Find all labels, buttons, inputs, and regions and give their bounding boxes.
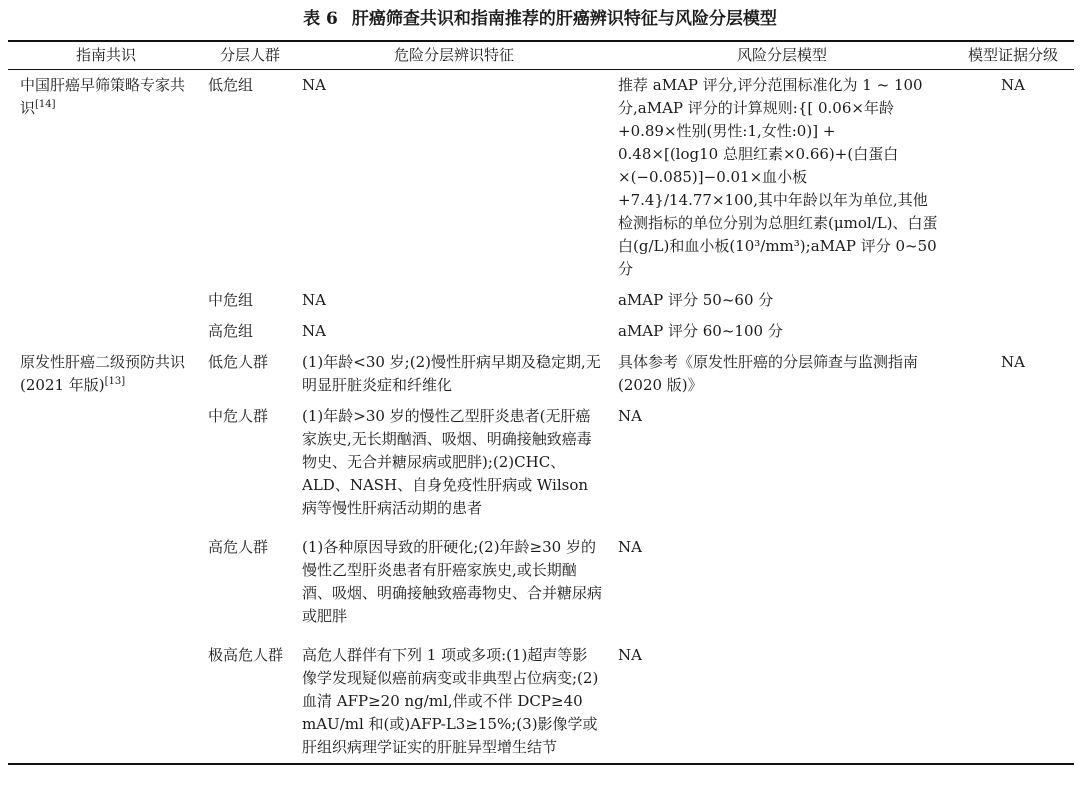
table-row — [8, 640, 1074, 764]
table-row — [8, 70, 1074, 286]
guide-name: 原发性肝癌二级预防共识(2021 年版) — [20, 353, 186, 394]
table-header-row — [8, 41, 1074, 70]
cell-features: NA — [302, 322, 326, 340]
cell-features: (1)各种原因导致的肝硬化;(2)年龄≥30 岁的慢性乙型肝炎患者有肝癌家族史,或长期酗酒、吸烟、明确接触致癌毒物史、合并糖尿病或肥胖 — [302, 538, 603, 625]
table-row — [8, 401, 1074, 532]
table-number: 表 6 — [303, 9, 338, 29]
header-features: 危险分层辨识特征 — [393, 46, 514, 64]
header-group: 分层人群 — [219, 46, 280, 64]
cell-evidence-level — [952, 285, 1074, 316]
cell-guide — [8, 347, 204, 401]
cell-group: 高危组 — [208, 322, 254, 340]
table-title: 肝癌筛查共识和指南推荐的肝癌辨识特征与风险分层模型 — [351, 9, 777, 29]
cell-model: 具体参考《原发性肝癌的分层筛查与监测指南(2020 版)》 — [618, 353, 919, 394]
guide-name: 中国肝癌早筛策略专家共识 — [20, 76, 186, 117]
cell-model: NA — [618, 646, 642, 664]
cell-features: (1)年龄<30 岁;(2)慢性肝病早期及稳定期,无明显肝脏炎症和纤维化 — [302, 353, 601, 394]
cell-model: 推荐 aMAP 评分,评分范围标准化为 1 ~ 100 分,aMAP 评分的计算规则:{[ 0.06×年龄+0.89×性别(男性:1,女性:0)] + 0.48×[(log10 总胆红素×0.66)+(白蛋白×(−0.085)]−0.01×血小板+7.4}/14.77×100,其中年龄以年为单位,其他检测指标的单位分别为总胆红素(μmol/L)、白蛋白(g/L)和血小板(10³/mm³);aMAP 评分 0~50 分 — [618, 76, 938, 278]
citation-ref: [13] — [104, 376, 126, 387]
table-row — [8, 285, 1074, 316]
cell-features: NA — [302, 76, 326, 94]
risk-stratification-table — [8, 40, 1074, 765]
cell-group: 极高危人群 — [208, 646, 284, 664]
cell-evidence-level — [952, 316, 1074, 347]
cell-guide — [8, 401, 204, 532]
cell-model: NA — [618, 538, 642, 556]
table-row — [8, 316, 1074, 347]
header-guide: 指南共识 — [75, 46, 136, 64]
cell-guide — [8, 285, 204, 316]
cell-features: NA — [302, 291, 326, 309]
cell-group: 低危组 — [208, 76, 254, 94]
cell-guide — [8, 532, 204, 640]
header-model: 风险分层模型 — [736, 46, 827, 64]
cell-evidence-level — [952, 640, 1074, 764]
table-row — [8, 532, 1074, 640]
table-row — [8, 347, 1074, 401]
cell-model: NA — [618, 407, 642, 425]
cell-guide — [8, 70, 204, 286]
cell-group: 中危人群 — [208, 407, 269, 425]
cell-features: 高危人群伴有下列 1 项或多项:(1)超声等影像学发现疑似癌前病变或非典型占位病变;(2)血清 AFP≥20 ng/ml,伴或不伴 DCP≥40 mAU/ml 和(或)AFP-L3≥15%;(3)影像学或肝组织病理学证实的肝脏异型增生结节 — [302, 646, 599, 756]
cell-evidence-level — [952, 532, 1074, 640]
cell-group: 高危人群 — [208, 538, 269, 556]
cell-model: aMAP 评分 50~60 分 — [618, 291, 774, 309]
table-caption — [0, 6, 1080, 32]
citation-ref: [14] — [35, 99, 56, 110]
cell-evidence-level: NA — [1001, 353, 1025, 371]
header-evidence-level: 模型证据分级 — [967, 46, 1058, 64]
cell-guide — [8, 316, 204, 347]
cell-guide — [8, 640, 204, 764]
cell-features: (1)年龄>30 岁的慢性乙型肝炎患者(无肝癌家族史,无长期酗酒、吸烟、明确接触致癌毒物史、无合并糖尿病或肥胖);(2)CHC、ALD、NASH、自身免疫性肝病或 Wilson 病等慢性肝病活动期的患者 — [302, 407, 592, 517]
cell-group: 中危组 — [208, 291, 254, 309]
cell-group: 低危人群 — [208, 353, 269, 371]
cell-evidence-level: NA — [1001, 76, 1025, 94]
cell-evidence-level — [952, 401, 1074, 532]
cell-model: aMAP 评分 60~100 分 — [618, 322, 783, 340]
